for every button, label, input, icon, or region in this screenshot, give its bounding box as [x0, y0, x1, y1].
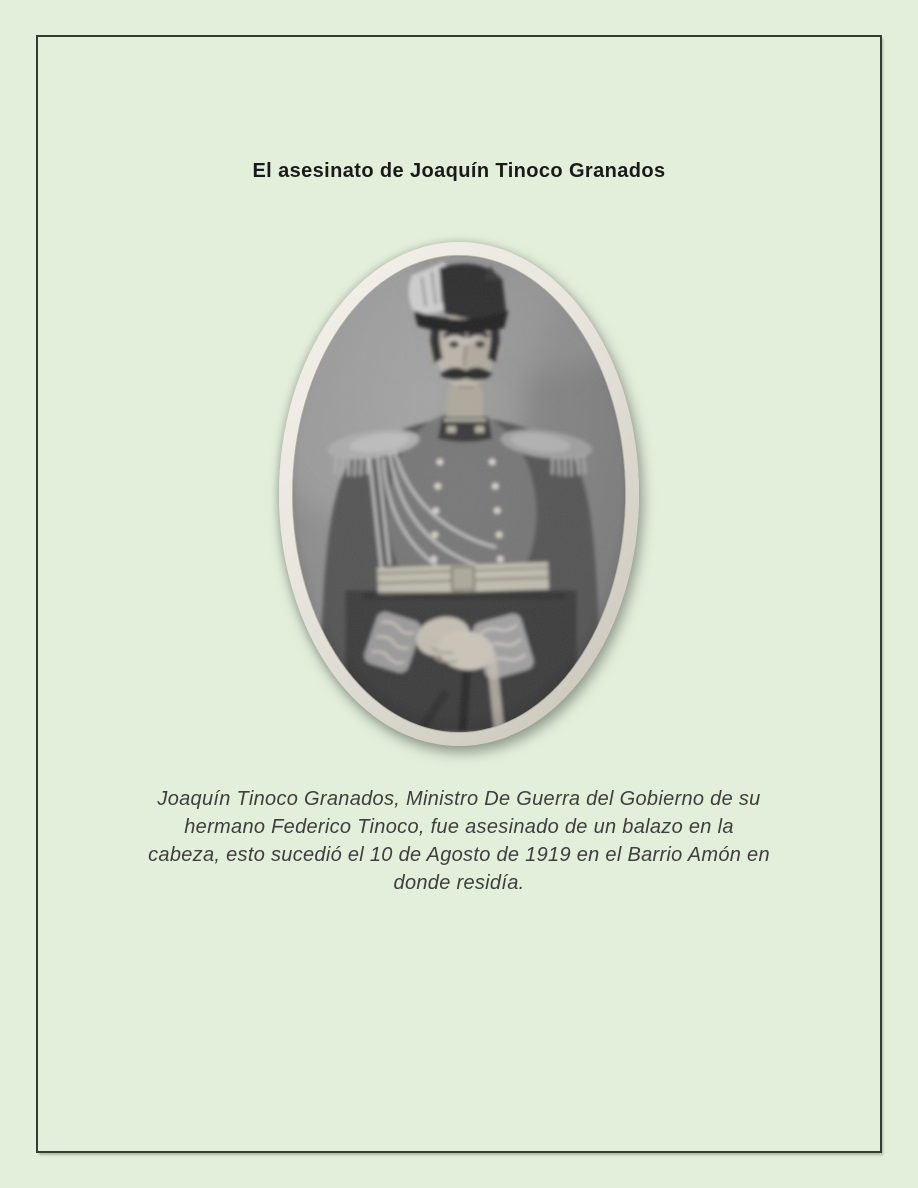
caption-line-2: hermano Federico Tinoco, fue asesinado de un balazo en la — [184, 816, 734, 838]
portrait-illustration — [293, 256, 625, 732]
caption-line-3: cabeza, esto sucedió el 10 de Agosto de 1919 en el Barrio Amón en — [148, 844, 770, 866]
vignette — [293, 256, 625, 732]
caption-text — [79, 785, 839, 897]
portrait-frame — [279, 242, 639, 746]
caption-line-1: Joaquín Tinoco Granados, Ministro De Guerra del Gobierno de su — [157, 788, 761, 810]
portrait-photo — [292, 255, 626, 733]
caption-line-4: donde residía. — [393, 872, 525, 894]
page-title: El asesinato de Joaquín Tinoco Granados — [252, 160, 666, 182]
